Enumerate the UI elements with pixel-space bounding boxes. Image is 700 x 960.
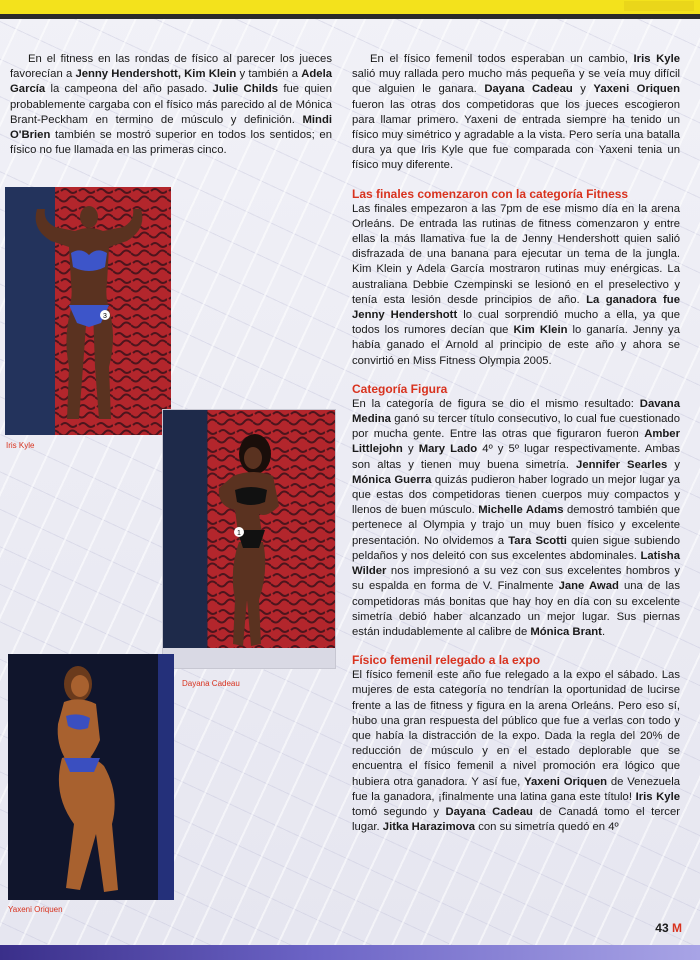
- paragraph-fitness-finals: [352, 202, 680, 369]
- text-run: de Venezuela fue la ganadora, ¡finalmente una latina gana este título!: [352, 775, 680, 803]
- competitor-number-kyle: 3: [103, 313, 107, 320]
- caption-iris-kyle: Iris Kyle: [6, 441, 35, 450]
- paragraph-figure-category: [352, 397, 680, 640]
- text-run: con su simetría quedó en 4º: [475, 821, 619, 834]
- text-run: Las finales empezaron a las 7pm de ese mismo día en la arena Orleáns. De entrada las rutinas de fitness comenzaron y entre ellas la más llamativa fue la de Jenny Hendershott quien salió disfrazada de una banana para ejecutar un tema de la jungla. Kim Klein y Adela García mostraron rutinas muy enérgicas. La australiana Debbie Czempinski se lesionó en el preselectivo y tenía esta lesión desde principios de año.: [352, 202, 680, 306]
- text-run: la campeona del año pasado.: [45, 83, 213, 96]
- caption-dayana-cadeau: Dayana Cadeau: [182, 679, 240, 688]
- text-run: .: [601, 625, 606, 638]
- text-run: 4º y 5º lugar respectivamente. Ambas son altas y tienen muy buena simetría.: [352, 443, 680, 471]
- bold-name: Jane Awad: [558, 580, 619, 593]
- bold-name: Jenny Hendershott, Kim Klein: [75, 68, 237, 81]
- text-run: fueron las otras dos competidoras que los jueces escogieron para llamar primero. Yaxeni de entrada siempre ha tenido un físico muy simétrico y agradable a la vista. Pero sería una batalla dura ya que Iris Kyle que fue comparada con Yaxeni tenia un físico muy diferente.: [352, 98, 680, 172]
- text-run: fue quien probablemente cargaba con el físico más parecido al de Mónica Brant-Peckham en termino de músculo y definición.: [10, 83, 332, 126]
- text-run: y también a: [236, 68, 302, 81]
- bold-name: Iris Kyle: [635, 790, 680, 803]
- right-column: [352, 52, 680, 835]
- text-run: En la categoría de figura se dio el mismo resultado:: [352, 397, 640, 410]
- competitor-number-cadeau: 1: [237, 530, 241, 537]
- bold-name: Jennifer Searles: [576, 458, 668, 471]
- intro-paragraph: [352, 52, 680, 174]
- bold-name: Adela García: [10, 68, 332, 96]
- bold-name: Dayana Cadeau: [484, 83, 573, 96]
- photo-yaxeni-oriquen: [8, 654, 174, 900]
- bold-name: Mónica Guerra: [352, 473, 432, 486]
- caption-yaxeni-oriquen: Yaxeni Oriquen: [8, 905, 63, 914]
- text-run: y: [572, 83, 594, 96]
- text-run: lo cual sorprendió mucho a ella, ya que todos los rumores decían que: [352, 309, 680, 337]
- heading-female-physique: Físico femenil relegado a la expo: [352, 653, 541, 668]
- bold-name: Kim Klein: [513, 324, 568, 337]
- heading-fitness-finals: Las finales comenzaron con la categoría Fitness: [352, 186, 629, 201]
- page-number: [655, 921, 682, 935]
- bold-name: Latisha Wilder: [352, 549, 680, 578]
- bold-name: Jitka Harazimova: [382, 821, 476, 834]
- top-dark-band: [0, 14, 700, 19]
- top-right-header-mark: [624, 1, 694, 11]
- text-run: también se mostró superior en todos los sentidos; en físico no fue llamada en las primeras cinco.: [10, 129, 332, 157]
- bold-name: Mónica Brant: [530, 625, 602, 638]
- bold-name: Iris Kyle: [633, 53, 680, 65]
- photo-dayana-cadeau: [162, 409, 336, 669]
- bold-name: Tara Scotti: [508, 534, 567, 547]
- yaxeni-oriquen-figure: [8, 654, 174, 900]
- text-run: lo ganaría. Jenny ya había ganado el Arnold al principio de este año y ahora se convirtió en Miss Fitness Olympia 2005.: [352, 324, 680, 367]
- page-number-value: 43: [655, 921, 669, 935]
- text-run: En el físico femenil todos esperaban un cambio,: [370, 53, 634, 65]
- bold-name: Julie Childs: [212, 83, 279, 96]
- left-column: [10, 52, 332, 158]
- bold-name: Dayana Cadeau: [445, 805, 533, 818]
- text-run: quizás pudieron haber logrado un mejor lugar ya que estas dos competidoras tienen cuerpos muy compactos y llenos de buen músculo.: [352, 473, 680, 517]
- text-run: y: [402, 443, 419, 456]
- text-run: una de las competidoras más bonitas que hay hoy en día con su excelente simetría debió haber alcanzado un mejor lugar. Sus piernas están indudablemente al calibre de: [352, 580, 680, 638]
- text-run: salió muy rallada pero mucho más pequeña y se veía muy difícil que alguien le ganara.: [352, 68, 680, 96]
- text-run: demostró también que pertenece al Olympia y trajo un muy buen físico y excelente presentación. No olvidemos a: [352, 504, 680, 547]
- text-run: ganó su tercer título consecutivo, lo cual fue cuestionado por mucha gente. Entre las otras que figuraron fueron: [352, 413, 680, 441]
- bold-name: Yaxeni Oriquen: [593, 83, 680, 96]
- iris-kyle-figure: [5, 187, 171, 435]
- photo-iris-kyle: [5, 187, 171, 435]
- bold-name: Michelle Adams: [478, 504, 564, 517]
- bold-name: La ganadora fue Jenny Hendershott: [352, 293, 680, 322]
- left-paragraph: [10, 52, 332, 158]
- bold-name: Mary Lado: [418, 443, 478, 456]
- bold-name: Mindi O'Brien: [10, 113, 332, 142]
- heading-figure-category: Categoría Figura: [352, 381, 448, 396]
- text-run: de Canadá tomo el tercer lugar.: [352, 805, 680, 834]
- paragraph-female-physique: [352, 668, 680, 835]
- top-yellow-bar: [0, 0, 700, 14]
- bold-name: Amber Littlejohn: [352, 428, 680, 456]
- bold-name: Davana Medina: [352, 397, 680, 426]
- bold-name: Yaxeni Oriquen: [524, 775, 607, 788]
- text-run: y: [667, 458, 680, 471]
- text-run: tomó segundo y: [352, 805, 446, 818]
- text-run: En el fitness en las rondas de físico al parecer los jueces favorecían a: [10, 53, 332, 81]
- bottom-purple-stripe: [0, 945, 700, 960]
- dayana-cadeau-figure: [163, 410, 335, 668]
- magazine-logo-letter: M: [672, 921, 682, 935]
- text-run: nos impresionó a su vez con sus excelentes hombros y su espalda en forma de V. Finalmente: [352, 565, 680, 593]
- text-run: El físico femenil este año fue relegado a la expo el sábado. Las mujeres de esta categoría no tendrían la oportunidad de lucirse frente a las de fitness y figura en la arena Orleáns. Pero eso sí, hubo una gran respuesta del público que fue a verlas con todo y que había la distracción de la expo. Dada la regla del 20% de reducción de músculo y en el estado deplorable que se encuentra el físico femenil a nivel promoción era lógico que hubiera otra ganadora. Y así fue,: [352, 669, 680, 788]
- text-run: quien sigue subiendo peldaños y nos deleitó con sus excelentes abdominales.: [352, 534, 681, 562]
